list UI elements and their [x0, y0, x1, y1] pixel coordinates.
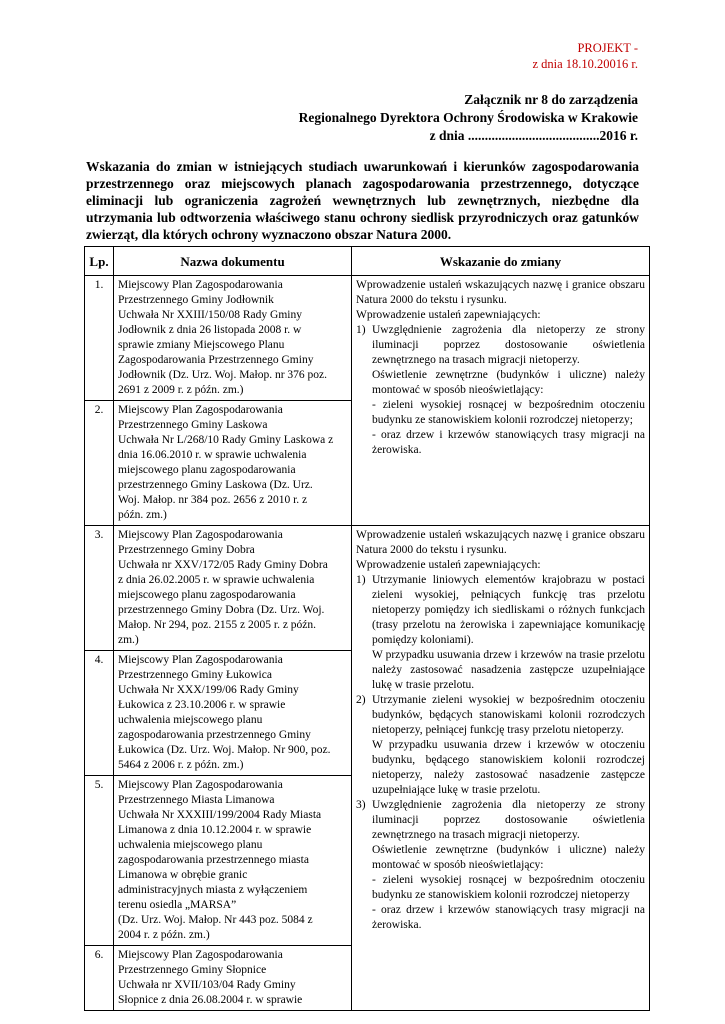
rec-paragraph: Wprowadzenie ustaleń zapewniających: — [356, 559, 541, 571]
draft-label: PROJEKT - — [577, 41, 638, 55]
rec-item-continuation: W przypadku usuwania drzew i krzewów w otoczeniu budynku, będącego stanowiskiem kolonii rozrodczej nietoperzy, należy zastosować nasadzenie zastępcze uzupełniające lukę w trasie przelotu. — [372, 739, 645, 796]
draft-stamp — [532, 40, 638, 72]
rec-paragraph: Wprowadzenie ustaleń wskazujących nazwę i granice obszaru Natura 2000 do tekstu i rysunku. — [356, 279, 645, 306]
recommendations-table — [84, 246, 650, 1011]
row-number: 3. — [85, 526, 114, 651]
document-text: Miejscowy Plan Zagospodarowania Przestrzennego Gminy Słopnice Uchwała nr XVII/103/04 Rady Gminy Słopnice z dnia 26.08.2004 r. w sprawie — [118, 949, 303, 1006]
rec-paragraph: Wprowadzenie ustaleń zapewniających: — [356, 309, 541, 321]
header-recommendation: Wskazanie do zmiany — [352, 247, 650, 276]
rec-item-number: 1) — [356, 324, 366, 336]
document-text: Miejscowy Plan Zagospodarowania Przestrzennego Miasta Limanowa Uchwała Nr XXXIII/199/2004 Rady Miasta Limanowa z dnia 10.12.2004 r. w sprawie uchwalenia miejscowego planu zagospodarowania przestrzennego miasta Limanowa w obrębie granic administracyjnych miasta z wyłączeniem terenu osiedla „MARSA” (Dz. Urz. Woj. Małop. Nr 443 poz. 5084 z 2004 r. z późn. zm.) — [118, 779, 322, 941]
document-text: Miejscowy Plan Zagospodarowania Przestrzennego Gminy Łukowica Uchwała Nr XXX/199/06 Rady Gminy Łukowica z 23.10.2006 r. w sprawie uchwalenia miejscowego planu zagospodarowania przestrzennego Gminy Łukowica (Dz. Urz. Woj. Małop. Nr 900, poz. 5464 z 2006 r. z późn. zm.) — [118, 654, 331, 771]
rec-item-continuation: Oświetlenie zewnętrzne (budynków i uliczne) należy montować w sposób nieoświetlający: — [372, 844, 645, 871]
rec-item-text: Utrzymanie zieleni wysokiej w bezpośrednim otoczeniu budynków, będących stanowiskami kolonii rozrodczych nietoperzy, pełniącej funkcję trasy przelotu nietoperzy. — [372, 694, 645, 736]
row-number: 6. — [85, 946, 114, 1011]
row-number: 2. — [85, 401, 114, 526]
rec-item-number: 3) — [356, 799, 366, 811]
rec-item-continuation: W przypadku usuwania drzew i krzewów na trasie przelotu należy zastosować nasadzenia zastępcze uzupełniające lukę w trasie przelotu. — [372, 649, 645, 691]
rec-list-item — [356, 693, 645, 738]
rec-list-item — [356, 573, 645, 648]
rec-paragraph: Wprowadzenie ustaleń wskazujących nazwę i granice obszaru Natura 2000 do tekstu i rysunku. — [356, 529, 645, 556]
rec-dash-item: - oraz drzew i krzewów stanowiących trasy migracji na żerowiska. — [372, 429, 645, 456]
annex-title: Załącznik nr 8 do zarządzenia — [464, 92, 638, 107]
document-name — [114, 276, 352, 401]
rec-item-text: Uwzględnienie zagrożenia dla nietoperzy ze strony iluminacji poprzez dostosowanie oświetlenia zewnętrznego na trasach migracji nietoperzy. — [372, 324, 645, 366]
recommendation-cell — [352, 276, 650, 526]
rec-list-item — [356, 798, 645, 843]
document-text: Miejscowy Plan Zagospodarowania Przestrzennego Gminy Jodłownik Uchwała Nr XXIII/150/08 Rady Gminy Jodłownik z dnia 26 listopada 2008 r. w sprawie zmiany Miejscowego Planu Zagospodarowania Przestrzennego Gminy Jodłownik (Dz. Urz. Woj. Małop. nr 376 poz. 2691 z 2009 r. z późn. zm.) — [118, 279, 328, 396]
document-name — [114, 776, 352, 946]
table-row — [85, 526, 650, 651]
annex-date: z dnia .......................................2016 r. — [429, 128, 638, 143]
table-header-row — [85, 247, 650, 276]
header-lp: Lp. — [85, 247, 114, 276]
annex-heading — [299, 91, 638, 145]
rec-dash-item: - zieleni wysokiej rosnącej w bezpośrednim otoczeniu budynku ze stanowiskiem kolonii rozrodczej nietoperzy; — [372, 399, 645, 426]
document-text: Miejscowy Plan Zagospodarowania Przestrzennego Gminy Laskowa Uchwała Nr L/268/10 Rady Gminy Laskowa z dnia 16.06.2010 r. w sprawie uchwalenia miejscowego planu zagospodarowania przestrzennego Gminy Laskowa (Dz. Urz. Woj. Małop. nr 384 poz. 2656 z 2010 r. z późn. zm.) — [118, 404, 334, 521]
row-number: 1. — [85, 276, 114, 401]
document-name — [114, 526, 352, 651]
document-name — [114, 401, 352, 526]
recommendation-cell — [352, 526, 650, 1011]
draft-date: z dnia 18.10.20016 r. — [532, 57, 638, 71]
rec-item-number: 1) — [356, 574, 366, 586]
annex-authority: Regionalnego Dyrektora Ochrony Środowiska w Krakowie — [298, 110, 638, 125]
rec-item-text: Utrzymanie liniowych elementów krajobrazu w postaci zieleni wysokiej, pełniących funkcję tras przelotu nietoperzy pomiędzy ich siedliskami o różnych funkcjach (trasy przelotu na żerowiska i zapewniające komunikację pomiędzy koloniami). — [372, 574, 645, 646]
document-name — [114, 946, 352, 1011]
rec-item-continuation: Oświetlenie zewnętrzne (budynków i uliczne) należy montować w sposób nieoświetlający: — [372, 369, 645, 396]
document-text: Miejscowy Plan Zagospodarowania Przestrzennego Gminy Dobra Uchwała nr XXV/172/05 Rady Gminy Dobra z dnia 26.02.2005 r. w sprawie uchwalenia miejscowego planu zagospodarowania przestrzennego Gminy Dobra (Dz. Urz. Woj. Małop. Nr 294, poz. 2155 z 2005 r. z późn. zm.) — [118, 529, 328, 646]
rec-item-number: 2) — [356, 694, 366, 706]
rec-dash-item: - zieleni wysokiej rosnącej w bezpośrednim otoczeniu budynku ze stanowiskiem kolonii rozrodczej nietoperzy — [372, 874, 645, 901]
header-document: Nazwa dokumentu — [114, 247, 352, 276]
document-name — [114, 651, 352, 776]
row-number: 5. — [85, 776, 114, 946]
table-row — [85, 276, 650, 401]
intro-paragraph: Wskazania do zmian w istniejących studiach uwarunkowań i kierunków zagospodarowania przestrzennego oraz miejscowych planach zagospodarowania przestrzennego, dotyczące eliminacji lub ograniczenia zagrożeń wewnętrznych lub zewnętrznych, niezbędne dla utrzymania lub odtworzenia właściwego stanu ochrony siedlisk przyrodniczych oraz gatunków zwierząt, dla których ochrony wyznaczono obszar Natura 2000. — [86, 159, 639, 242]
row-number: 4. — [85, 651, 114, 776]
rec-item-text: Uwzględnienie zagrożenia dla nietoperzy ze strony iluminacji poprzez dostosowanie oświetlenia zewnętrznego na trasach migracji nietoperzy. — [372, 799, 645, 841]
rec-list-item — [356, 323, 645, 368]
rec-dash-item: - oraz drzew i krzewów stanowiących trasy migracji na żerowiska. — [372, 904, 645, 931]
